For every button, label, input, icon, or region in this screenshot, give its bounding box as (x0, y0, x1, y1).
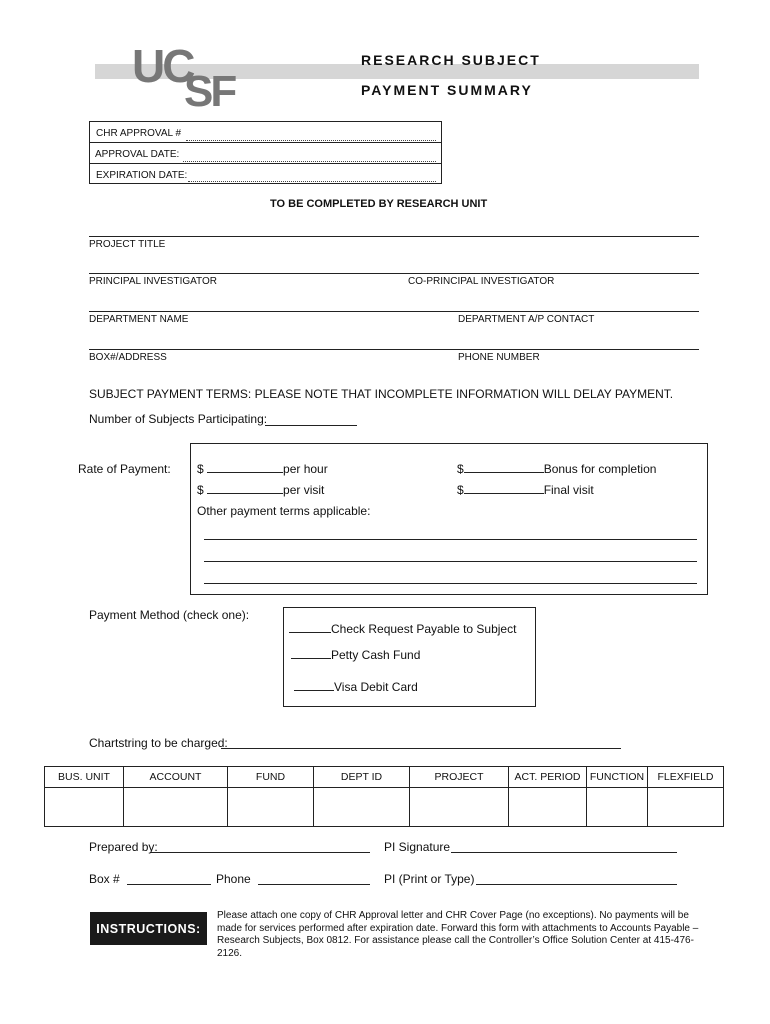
dept-id-cell[interactable] (314, 788, 410, 827)
pi-print-label: PI (Print or Type) (384, 872, 475, 886)
section-heading: TO BE COMPLETED BY RESEARCH UNIT (270, 198, 488, 210)
phone-field[interactable] (258, 884, 370, 885)
column-header: PROJECT (410, 767, 509, 788)
flexfield-cell[interactable] (648, 788, 724, 827)
project-title-label: PROJECT TITLE (89, 239, 166, 250)
payment-method-label: Payment Method (check one): (89, 608, 250, 622)
dollar-sign: $ (197, 462, 204, 476)
svg-text:SF: SF (184, 67, 235, 108)
num-subjects-field[interactable] (265, 425, 357, 426)
fund-cell[interactable] (228, 788, 314, 827)
function-cell[interactable] (587, 788, 648, 827)
department-field[interactable] (89, 311, 699, 312)
column-header: FUNCTION (587, 767, 648, 788)
column-header: FLEXFIELD (648, 767, 724, 788)
approval-date-label: APPROVAL DATE: (95, 149, 180, 160)
petty-cash-label: Petty Cash Fund (331, 648, 421, 662)
check-blank[interactable] (289, 622, 331, 633)
column-header: FUND (228, 767, 314, 788)
other-terms-line[interactable] (204, 539, 697, 540)
prepared-by-label: Prepared by: (89, 840, 158, 854)
per-visit-row (197, 483, 324, 497)
table-row (45, 788, 724, 827)
form-title-line1: RESEARCH SUBJECT (361, 52, 541, 68)
column-header: ACT. PERIOD (509, 767, 587, 788)
instructions-label: INSTRUCTIONS: (90, 912, 207, 945)
act-period-cell[interactable] (509, 788, 587, 827)
visa-label: Visa Debit Card (334, 680, 418, 694)
principal-investigator-label: PRINCIPAL INVESTIGATOR (89, 276, 217, 287)
petty-cash-option[interactable] (291, 648, 420, 662)
ucsf-logo (130, 38, 250, 108)
rate-of-payment-label: Rate of Payment: (78, 462, 171, 476)
department-ap-contact-label: DEPARTMENT A/P CONTACT (458, 314, 595, 325)
co-principal-investigator-label: CO-PRINCIPAL INVESTIGATOR (408, 276, 555, 287)
bus-unit-cell[interactable] (45, 788, 124, 827)
prepared-by-field[interactable] (150, 852, 370, 853)
pi-signature-field[interactable] (451, 852, 677, 853)
chr-approval-label: CHR APPROVAL # (96, 128, 182, 139)
phone-number-label: PHONE NUMBER (458, 352, 540, 363)
approval-date-field[interactable] (183, 161, 436, 162)
other-terms-label: Other payment terms applicable: (197, 504, 371, 518)
dollar-sign: $ (457, 483, 464, 497)
divider (89, 142, 442, 143)
column-header: ACCOUNT (124, 767, 228, 788)
chartstring-label: Chartstring to be charged: (89, 736, 228, 750)
dollar-sign: $ (197, 483, 204, 497)
address-field[interactable] (89, 349, 699, 350)
investigator-field[interactable] (89, 273, 699, 274)
per-hour-label: per hour (283, 462, 328, 476)
expiration-date-label: EXPIRATION DATE: (96, 170, 188, 181)
per-hour-row (197, 462, 328, 476)
box-label: Box # (89, 872, 120, 886)
dollar-sign: $ (457, 462, 464, 476)
final-visit-label: Final visit (543, 483, 594, 497)
bonus-row (457, 462, 656, 476)
pi-signature-label: PI Signature (384, 840, 451, 854)
per-visit-field[interactable] (207, 483, 283, 494)
phone-label: Phone (216, 872, 251, 886)
instructions-text: Please attach one copy of CHR Approval letter and CHR Cover Page (no exceptions). No payments will be made for services performed after expiration date. Forward this form with attachments to Accounts Payable – Research Subjects, Box 0812. For assistance please call the Controller’s Office Solution Center at 415-476-2126. (217, 910, 699, 959)
chartstring-field[interactable] (221, 748, 621, 749)
expiration-date-field[interactable] (188, 181, 436, 182)
chr-approval-field[interactable] (186, 140, 436, 141)
svg-text:UC: UC (132, 40, 193, 92)
per-visit-label: per visit (283, 483, 325, 497)
other-terms-line[interactable] (204, 583, 697, 584)
per-hour-field[interactable] (207, 462, 283, 473)
project-title-field[interactable] (89, 236, 699, 237)
bonus-label: Bonus for completion (543, 462, 657, 476)
divider (89, 163, 442, 164)
visa-blank[interactable] (294, 680, 334, 691)
payment-terms-notice: SUBJECT PAYMENT TERMS: PLEASE NOTE THAT INCOMPLETE INFORMATION WILL DELAY PAYMENT. (89, 387, 674, 401)
box-field[interactable] (127, 884, 211, 885)
final-visit-row (457, 483, 594, 497)
account-cell[interactable] (124, 788, 228, 827)
check-request-label: Check Request Payable to Subject (331, 622, 517, 636)
bonus-field[interactable] (464, 462, 544, 473)
visa-option[interactable] (294, 680, 418, 694)
form-title-line2: PAYMENT SUMMARY (361, 82, 533, 98)
other-terms-line[interactable] (204, 561, 697, 562)
num-subjects-label: Number of Subjects Participating: (89, 412, 268, 426)
petty-blank[interactable] (291, 648, 331, 659)
column-header: DEPT ID (314, 767, 410, 788)
table-header-row (45, 767, 724, 788)
project-cell[interactable] (410, 788, 509, 827)
box-address-label: BOX#/ADDRESS (89, 352, 167, 363)
check-request-option[interactable] (289, 622, 516, 636)
column-header: BUS. UNIT (45, 767, 124, 788)
final-visit-field[interactable] (464, 483, 544, 494)
chartstring-table (44, 766, 724, 827)
pi-print-field[interactable] (476, 884, 677, 885)
department-name-label: DEPARTMENT NAME (89, 314, 189, 325)
